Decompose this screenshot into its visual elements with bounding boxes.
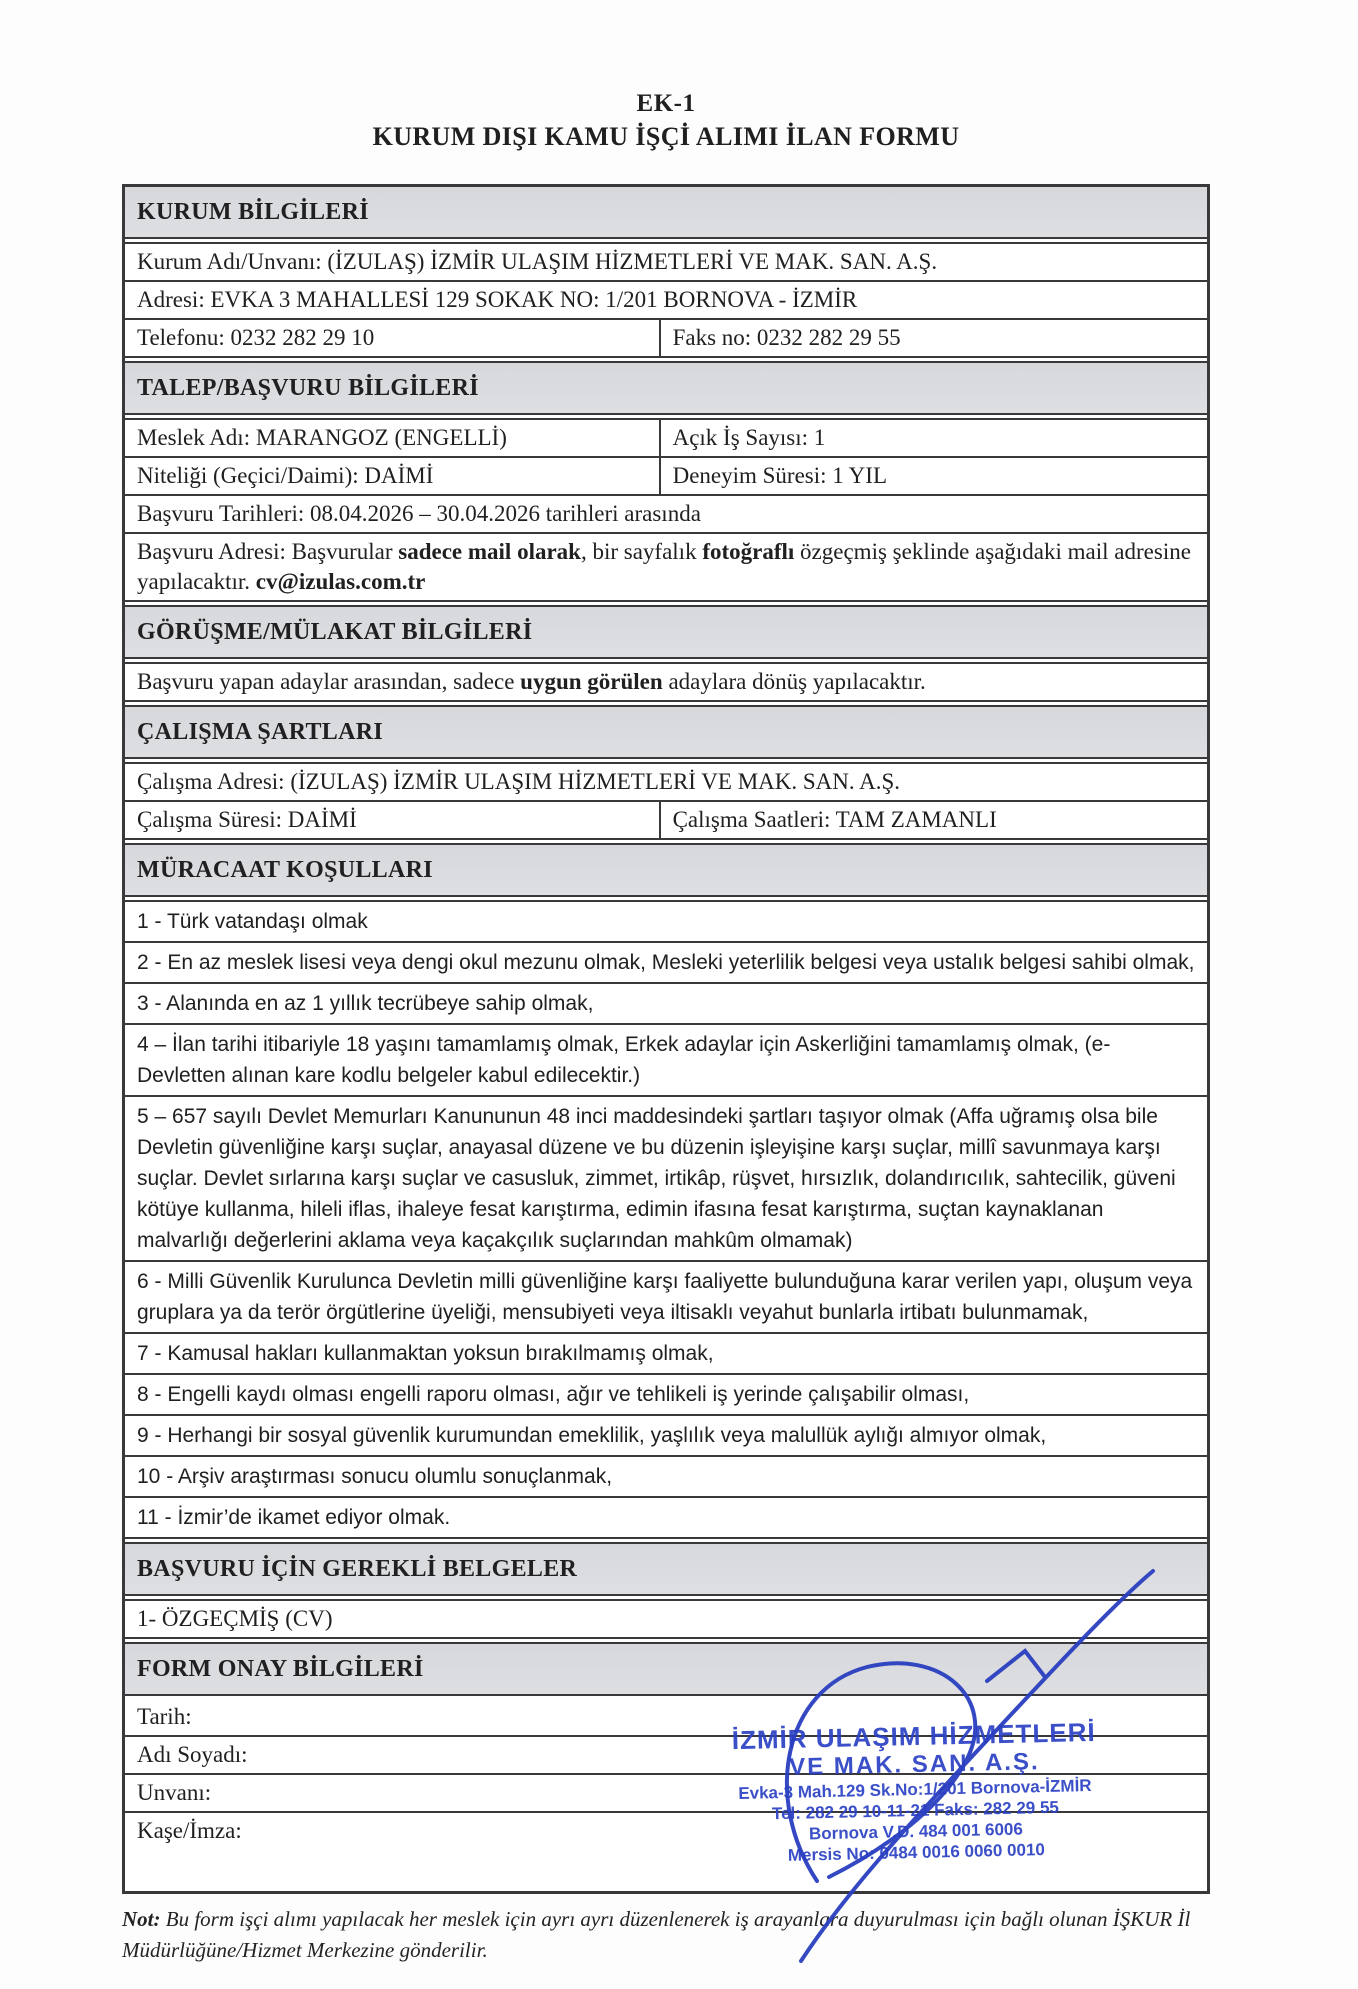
basvuru-adresi-email: cv@izulas.com.tr bbox=[255, 569, 426, 594]
field-deneyim-suresi: Deneyim Süresi: 1 YIL bbox=[672, 463, 887, 488]
approval-block bbox=[125, 1699, 1207, 1891]
requirement-item-10: 10 - Arşiv araştırması sonucu olumlu sonuçlanmak, bbox=[125, 1455, 1207, 1496]
field-calisma-adresi: Çalışma Adresi: (İZULAŞ) İZMİR ULAŞIM HİZMETLERİ VE MAK. SAN. A.Ş. bbox=[125, 762, 1207, 800]
annex-label: EK-1 bbox=[636, 90, 696, 117]
requirement-item-2: 2 - En az meslek lisesi veya dengi okul mezunu olmak, Mesleki yeterlilik belgesi veya ustalık belgesi sahibi olmak, bbox=[125, 941, 1207, 982]
stamp-phone-line: Tel: 282 29 10-11-21 Faks: 282 29 55 bbox=[771, 1797, 1060, 1824]
basvuru-adresi-bold-foto: fotoğraflı bbox=[702, 539, 795, 564]
form-table bbox=[122, 184, 1210, 1894]
field-kase-imza: Kaşe/İmza: bbox=[125, 1811, 1207, 1891]
field-acik-is-sayisi: Açık İş Sayısı: 1 bbox=[672, 425, 826, 450]
row-meslek-acikis bbox=[125, 418, 1207, 456]
requirement-item-1: 1 - Türk vatandaşı olmak bbox=[125, 900, 1207, 941]
basvuru-adresi-bold-mail: sadece mail olarak bbox=[398, 539, 581, 564]
field-gorusme-bilgisi bbox=[125, 662, 1207, 702]
footer-note-text: Bu form işçi alımı yapılacak her meslek için ayrı ayrı düzenlenerek iş arayanlara duyurulması için bağlı olunan İŞKUR İl Müdürlüğüne/Hizmet Merkezine gönderilir. bbox=[122, 1907, 1191, 1962]
field-ozgecmis-cv: 1- ÖZGEÇMİŞ (CV) bbox=[125, 1599, 1207, 1639]
page-title: KURUM DIŞI KAMU İŞÇİ ALIMI İLAN FORMU bbox=[372, 122, 960, 151]
requirement-item-4: 4 – İlan tarihi itibariyle 18 yaşını tamamlamış olmak, Erkek adaylar için Askerliğini tamamlamış olmak, (e-Devletten alınan kare kodlu belgeler kabul edilecektir.) bbox=[125, 1023, 1207, 1095]
requirement-item-7: 7 - Kamusal hakları kullanmaktan yoksun bırakılmamış olmak, bbox=[125, 1332, 1207, 1373]
section-header-gerekli-belgeler: BAŞVURU İÇİN GEREKLİ BELGELER bbox=[125, 1542, 1207, 1596]
section-header-talep-basvuru: TALEP/BAŞVURU BİLGİLERİ bbox=[125, 361, 1207, 415]
basvuru-adresi-text: , bir sayfalık bbox=[580, 539, 703, 564]
basvuru-adresi-text: özgeçmiş şeklinde aşağıdaki mail adresine yapılacaktır. bbox=[137, 539, 1191, 594]
section-header-kurum-bilgileri: KURUM BİLGİLERİ bbox=[125, 187, 1207, 239]
requirement-item-6: 6 - Milli Güvenlik Kurulunca Devletin milli güvenliğine karşı faaliyette bulunduğuna karar verilen yapı, oluşum veya gruplara ya da terör örgütlerine üyeliği, mensubiyeti veya iltisaklı veyahut bunlarla irtibatı bulunmamak, bbox=[125, 1260, 1207, 1332]
requirement-item-5: 5 – 657 sayılı Devlet Memurları Kanununun 48 inci maddesindeki şartları taşıyor olmak (Affa uğramış olsa bile Devletin güvenliğine karşı suçlar, anayasal düzene ve bu düzenin işleyişine karşı suçlar, millî savunmaya karşı suçlar. Devlet sırlarına karşı suçlar ve casusluk, zimmet, irtikâp, rüşvet, hırsızlık, dolandırıcılık, sahtecilik, güveni kötüye kullanma, hileli iflas, ihaleye fesat karıştırma, edimin ifasına fesat karıştırma, suçtan kaynaklanan malvarlığı değerlerini aklama veya kaçakçılık suçlarından mahkûm olmamak) bbox=[125, 1095, 1207, 1260]
gorusme-text: adaylara dönüş yapılacaktır. bbox=[662, 669, 926, 694]
gorusme-bold-uygun: uygun görülen bbox=[520, 669, 663, 694]
section-header-muracaat-kosullari: MÜRACAAT KOŞULLARI bbox=[125, 843, 1207, 897]
section-header-calisma-sartlari: ÇALIŞMA ŞARTLARI bbox=[125, 705, 1207, 759]
footer-note bbox=[122, 1904, 1210, 1966]
field-meslek-adi: Meslek Adı: MARANGOZ (ENGELLİ) bbox=[125, 420, 661, 456]
stamp-company-name-line1: İZMİR ULAŞIM HİZMETLERİ bbox=[731, 1716, 1096, 1756]
requirement-item-3: 3 - Alanında en az 1 yıllık tecrübeye sahip olmak, bbox=[125, 982, 1207, 1023]
section-header-gorusme-mulakat: GÖRÜŞME/MÜLAKAT BİLGİLERİ bbox=[125, 605, 1207, 659]
field-basvuru-tarihleri: Başvuru Tarihleri: 08.04.2026 – 30.04.2026 tarihleri arasında bbox=[125, 494, 1207, 532]
field-unvani: Unvanı: bbox=[125, 1773, 1207, 1811]
stamp-address-line: Evka-3 Mah.129 Sk.No:1/201 Bornova-İZMİR bbox=[738, 1775, 1092, 1804]
field-adresi: Adresi: EVKA 3 MAHALLESİ 129 SOKAK NO: 1/201 BORNOVA - İZMİR bbox=[125, 280, 1207, 318]
document-title-block bbox=[122, 88, 1210, 154]
stamp-company-name-line2: VE MAK. SAN. A.Ş. bbox=[788, 1748, 1040, 1781]
basvuru-adresi-text: Başvuru Adresi: Başvurular bbox=[137, 539, 399, 564]
stamp-mersis-line: Mersis No: 0484 0016 0060 0010 bbox=[787, 1840, 1046, 1865]
requirement-item-9: 9 - Herhangi bir sosyal güvenlik kurumundan emeklilik, yaşlılık veya malullük aylığı almıyor olmak, bbox=[125, 1414, 1207, 1455]
row-suresi-saatleri bbox=[125, 800, 1207, 840]
field-basvuru-adresi bbox=[125, 532, 1207, 602]
field-adi-soyadi: Adı Soyadı: bbox=[125, 1735, 1207, 1773]
row-niteligi-deneyim bbox=[125, 456, 1207, 494]
footer-note-label: Not: bbox=[122, 1907, 161, 1931]
field-tarih: Tarih: bbox=[137, 1704, 192, 1729]
stamp-tax-line: Bornova V.D. 484 001 6006 bbox=[808, 1819, 1024, 1844]
requirement-item-8: 8 - Engelli kaydı olması engelli raporu olması, ağır ve tehlikeli iş yerinde çalışabilir olması, bbox=[125, 1373, 1207, 1414]
section-header-form-onay: FORM ONAY BİLGİLERİ bbox=[125, 1642, 1207, 1696]
field-calisma-suresi: Çalışma Süresi: DAİMİ bbox=[125, 802, 661, 838]
gorusme-text: Başvuru yapan adaylar arasından, sadece bbox=[137, 669, 521, 694]
field-calisma-saatleri: Çalışma Saatleri: TAM ZAMANLI bbox=[672, 807, 997, 832]
requirement-item-11: 11 - İzmir’de ikamet ediyor olmak. bbox=[125, 1496, 1207, 1539]
form-document bbox=[122, 88, 1210, 1966]
field-faks-no: Faks no: 0232 282 29 55 bbox=[672, 325, 901, 350]
row-telefon-faks bbox=[125, 318, 1207, 358]
field-kurum-adi: Kurum Adı/Unvanı: (İZULAŞ) İZMİR ULAŞIM HİZMETLERİ VE MAK. SAN. A.Ş. bbox=[125, 242, 1207, 280]
field-niteligi: Niteliği (Geçici/Daimi): DAİMİ bbox=[125, 458, 661, 494]
field-telefonu: Telefonu: 0232 282 29 10 bbox=[125, 320, 661, 356]
